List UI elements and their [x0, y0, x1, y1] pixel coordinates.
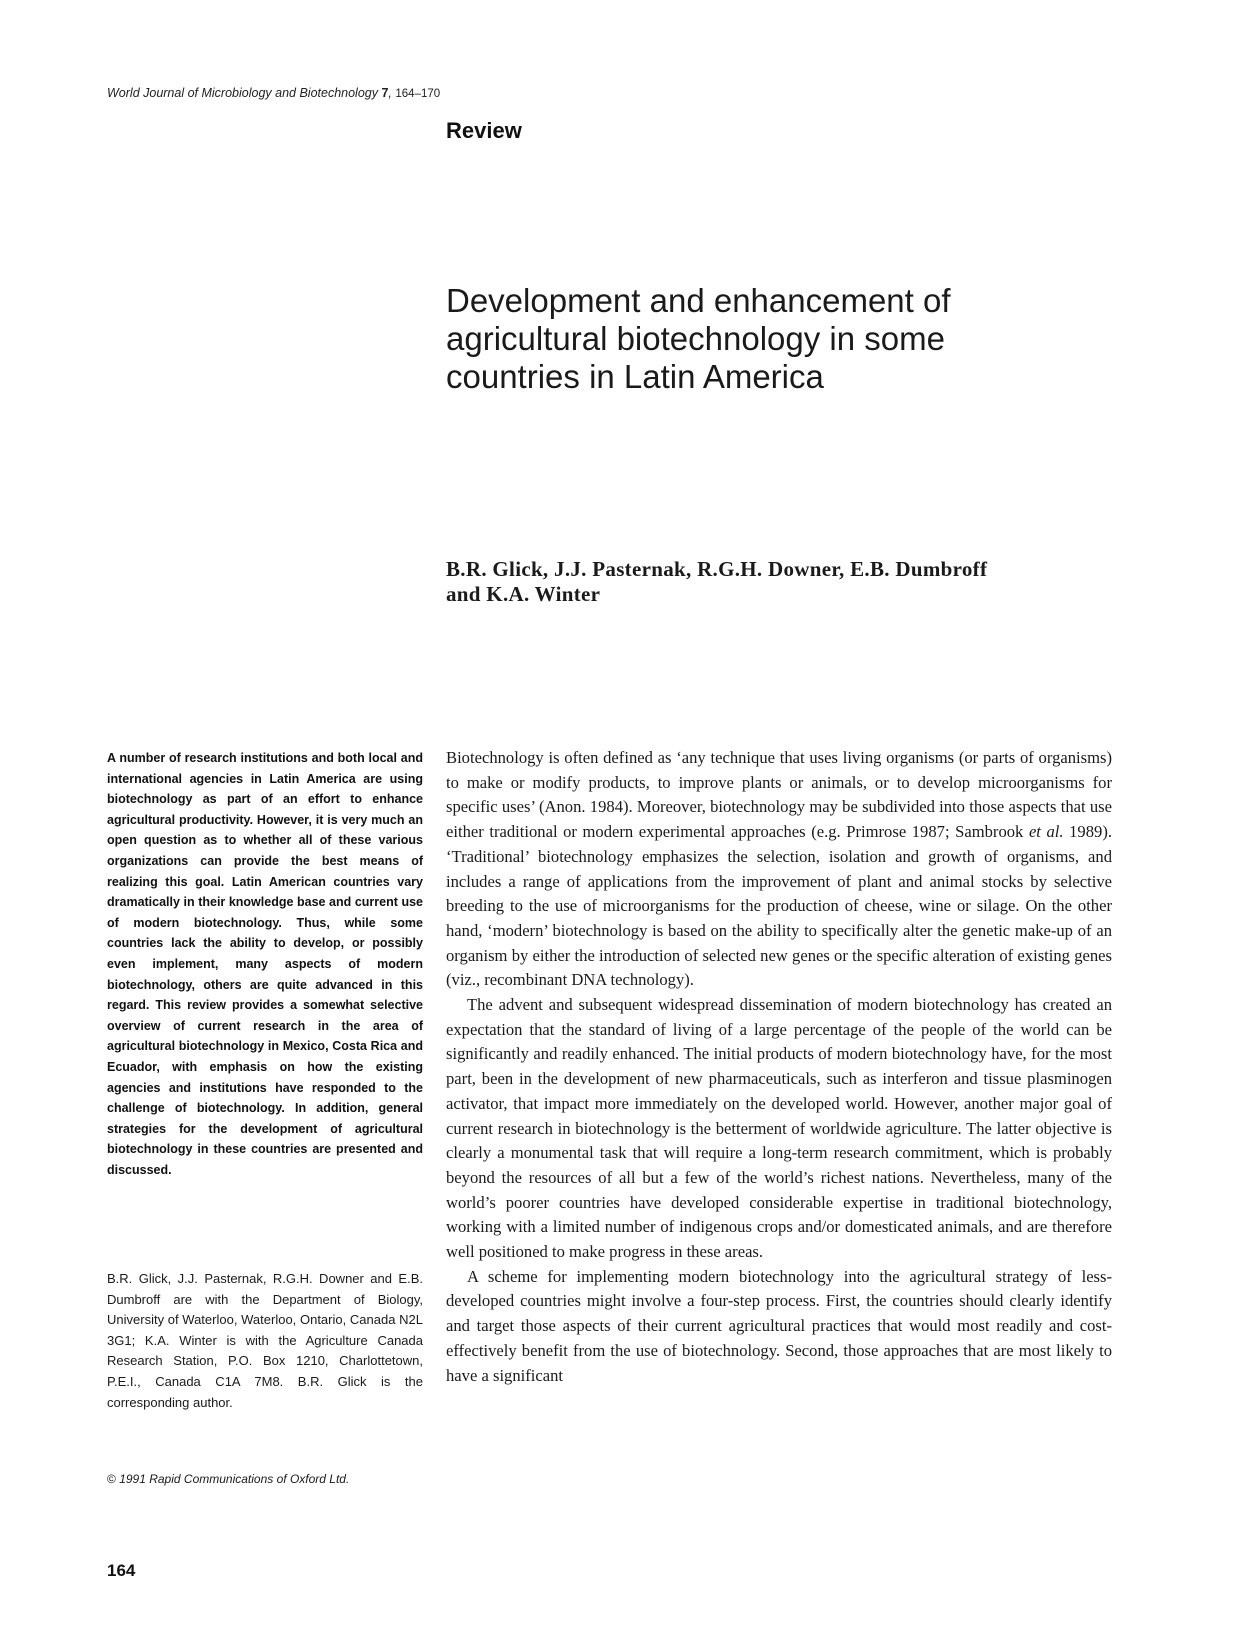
author-line: and K.A. Winter: [446, 582, 601, 606]
body-paragraph: A scheme for implementing modern biotechnology into the agricultural strategy of less-developed countries might involve a four-step process. First, the countries should clearly identify and target those aspects of their current agricultural practices that would most readily and cost-effectively benefit from the use of biotechnology. Second, those approaches that are most likely to have a significant: [446, 1266, 1112, 1385]
journal-pages: 164–170: [395, 88, 441, 100]
copyright-notice: [107, 1472, 349, 1486]
title-line: Development and enhancement of: [446, 282, 951, 319]
author-affiliation: B.R. Glick, J.J. Pasternak, R.G.H. Downer and E.B. Dumbroff are with the Department of Biology, University of Waterloo, Waterloo, Ontario, Canada N2L 3G1; K.A. Winter is with the Agriculture Canada Research Station, P.O. Box 1210, Charlottetown, P.E.I., Canada C1A 7M8. B.R. Glick is the corresponding author.: [107, 1271, 423, 1410]
journal-header: World Journal of Microbiology and Biotechnology 7, 164–170: [107, 86, 441, 100]
body-paragraph: The advent and subsequent widespread dissemination of modern biotechnology has created an expectation that the standard of living of a large percentage of the people of the world can be significantly and readily enhanced. The initial products of modern biotechnology have, for the most part, been in the development of new pharmaceuticals, such as interferon and tissue plasminogen activator, that impact more immediately on the developed world. However, another major goal of current research in biotechnology is the betterment of worldwide agriculture. The latter objective is clearly a monumental task that will require a long-term research commitment, which is probably beyond the resources of all but a few of the world’s richest nations. Nevertheless, many of the world’s poorer countries have developed considerable expertise in traditional biotechnology, working with a limited number of indigenous crops and/or domesticated animals, and are therefore well positioned to make progress in these areas.: [446, 995, 1112, 1262]
article-title: [446, 282, 1146, 396]
article-body: [446, 746, 1112, 1388]
journal-volume: 7: [381, 86, 389, 100]
abstract: A number of research institutions and both local and international agencies in Latin America are using biotechnology as part of an effort to enhance agricultural productivity. However, it is very much an open question as to whether all of these various organizations can provide the best means of realizing this goal. Latin American countries vary dramatically in their knowledge base and current use of modern biotechnology. Thus, while some countries lack the ability to develop, or possibly even implement, many aspects of modern biotechnology, others are quite advanced in this regard. This review provides a somewhat selective overview of current research in the area of agricultural biotechnology in Mexico, Costa Rica and Ecuador, with emphasis on how the existing agencies and institutions have responded to the challenge of biotechnology. In addition, general strategies for the development of agricultural biotechnology in these countries are presented and discussed.: [107, 751, 423, 1177]
section-label: Review: [446, 118, 522, 143]
journal-name: World Journal of Microbiology and Biotechnology: [107, 86, 378, 100]
title-line: agricultural biotechnology in some: [446, 320, 945, 357]
page-number: 164: [107, 1561, 136, 1580]
copyright-text: 1991 Rapid Communications of Oxford Ltd.: [119, 1472, 350, 1486]
author-list: [446, 557, 1106, 607]
author-line: B.R. Glick, J.J. Pasternak, R.G.H. Downer, E.B. Dumbroff: [446, 557, 988, 581]
body-paragraph: Biotechnology is often defined as ‘any technique that uses living organisms (or parts of organisms) to make or modify products, to improve plants or animals, or to develop microorganisms for specific uses’ (Anon. 1984). Moreover, biotechnology may be subdivided into those aspects that use either traditional or modern experimental approaches (e.g. Primrose 1987; Sambrook et al. 1989). ‘Traditional’ biotechnology emphasizes the selection, isolation and growth of organisms, and includes a range of applications from the improvement of plant and animal stocks by selective breeding to the use of microorganisms for the production of cheese, wine or silage. On the other hand, ‘modern’ biotechnology is based on the ability to specifically alter the genetic make-up of an organism by either the introduction of selected new genes or the specific alteration of existing genes (viz., recombinant DNA technology).: [446, 748, 1112, 990]
et-al: et al.: [1028, 822, 1064, 842]
copyright-symbol: ©: [107, 1472, 116, 1486]
title-line: countries in Latin America: [446, 358, 824, 395]
